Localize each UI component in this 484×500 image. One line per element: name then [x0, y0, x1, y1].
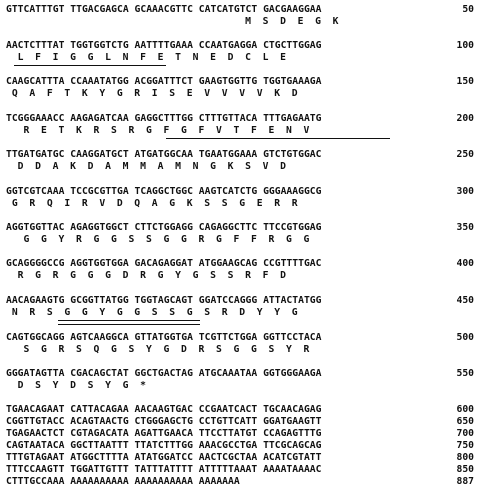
position-number: 200 [456, 113, 474, 124]
nucleotide-line: CAAGCATTTA CCAAATATGG ACGGATTTCT GAAGTGGTTG TGGTGAAAGA [6, 76, 322, 87]
amino-acid-line: D S Y D S Y G * [6, 380, 146, 391]
nucleotide-line: TTGATGATGC CAAGGATGCT ATGATGGCAA TGAATGGAAA GTCTGTGGAC [6, 149, 322, 160]
nucleotide-line: TGAACAGAAT CATTACAGAA AACAAGTGAC CCGAATCACT TGCAACAGAG [6, 404, 322, 415]
underline-motif [166, 138, 390, 139]
double-underline-motif-top [58, 320, 200, 321]
nucleotide-line: GGTCGTCAAA TCCGCGTTGA TCAGGCTGGC AAGTCATCTG GGGAAAGGCG [6, 186, 322, 197]
position-number: 400 [456, 258, 474, 269]
position-number: 150 [456, 76, 474, 87]
position-number: 350 [456, 222, 474, 233]
position-number: 600 [456, 404, 474, 415]
amino-acid-line: G R Q I R V D Q A G K S S G E R R [6, 198, 298, 209]
position-number: 887 [456, 476, 474, 487]
nucleotide-line: AACAGAAGTG GCGGTTATGG TGGTAGCAGT GGATCCAGGG ATTACTATGG [6, 295, 322, 306]
amino-acid-line: G G Y R G G S S G G R G F F R G G [6, 234, 310, 245]
amino-acid-line: R G R G G G D R G Y G S S R F D [6, 270, 286, 281]
nucleotide-line: GGGATAGTTA CGACAGCTAT GGCTGACTAG ATGCAAATAA GGTGGGAAGA [6, 368, 322, 379]
nucleotide-line: CAGTGGCAGG AGTCAAGGCA GTTATGGTGA TCGTTCTGGA GGTTCCTACA [6, 332, 322, 343]
position-number: 800 [456, 452, 474, 463]
position-number: 850 [456, 464, 474, 475]
position-number: 500 [456, 332, 474, 343]
nucleotide-line: GTTCATTTGT TTGACGAGCA GCAAACGTTC CATCATGTCT GACGAAGGAA [6, 4, 322, 15]
position-number: 300 [456, 186, 474, 197]
amino-acid-line: D D A K D A M M A M N G K S V D [6, 161, 286, 172]
amino-acid-line: N R S G G Y G G S S G S R D Y Y G [6, 307, 298, 318]
amino-acid-line: S G R S Q G S Y G D R S G G S Y R [6, 344, 310, 355]
amino-acid-line: Q A F T K Y G R I S E V V V V K D [6, 88, 298, 99]
nucleotide-line: CAGTAATACA GGCTTAATTT TTATCTTTGG AAACGCCTGA TTCGCAGCAG [6, 440, 322, 451]
underline-motif [14, 65, 166, 66]
amino-acid-line: L F I G G L N F E T N E D C L E [6, 52, 286, 63]
nucleotide-line: GCAGGGGCCG AGGTGGTGGA GACAGAGGAT ATGGAAGCAG CCGTTTTGAC [6, 258, 322, 269]
nucleotide-line: CTTTGCCAAA AAAAAAAAAA AAAAAAAAAA AAAAAAA [6, 476, 240, 487]
nucleotide-line: AACTCTTTAT TGGTGGTCTG AATTTTGAAA CCAATGAGGA CTGCTTGGAG [6, 40, 322, 51]
position-number: 700 [456, 428, 474, 439]
double-underline-motif-bottom [58, 324, 200, 325]
nucleotide-line: AGGTGGTTAC AGAGGTGGCT CTTCTGGAGG CAGAGGCTTC TTCCGTGGAG [6, 222, 322, 233]
nucleotide-line: TTTGTAGAAT ATGGCTTTTA ATATGGATCC AACTCGCTAA ACATCGTATT [6, 452, 322, 463]
nucleotide-line: TGAGAACTCT CGTAGACATA AGATTGAACA TTCCTTATGT CCAGAGTTTG [6, 428, 322, 439]
nucleotide-line: CGGTTGTACC ACAGTAACTG CTGGGAGCTG CCTGTTCATT GGATGAAGTT [6, 416, 322, 427]
position-number: 550 [456, 368, 474, 379]
nucleotide-line: TCGGGAAACC AAGAGATCAA GAGGCTTTGG CTTTGTTACA TTTGAGAATG [6, 113, 322, 124]
nucleotide-line: TTTCCAAGTT TGGATTGTTT TATTTATTTT ATTTTTAAAT AAAATAAAAC [6, 464, 322, 475]
position-number: 50 [462, 4, 474, 15]
position-number: 650 [456, 416, 474, 427]
amino-acid-line: M S D E G K [6, 16, 339, 27]
position-number: 250 [456, 149, 474, 160]
amino-acid-line: R E T K R S R G F G F V T F E N V [6, 125, 310, 136]
position-number: 100 [456, 40, 474, 51]
position-number: 450 [456, 295, 474, 306]
position-number: 750 [456, 440, 474, 451]
